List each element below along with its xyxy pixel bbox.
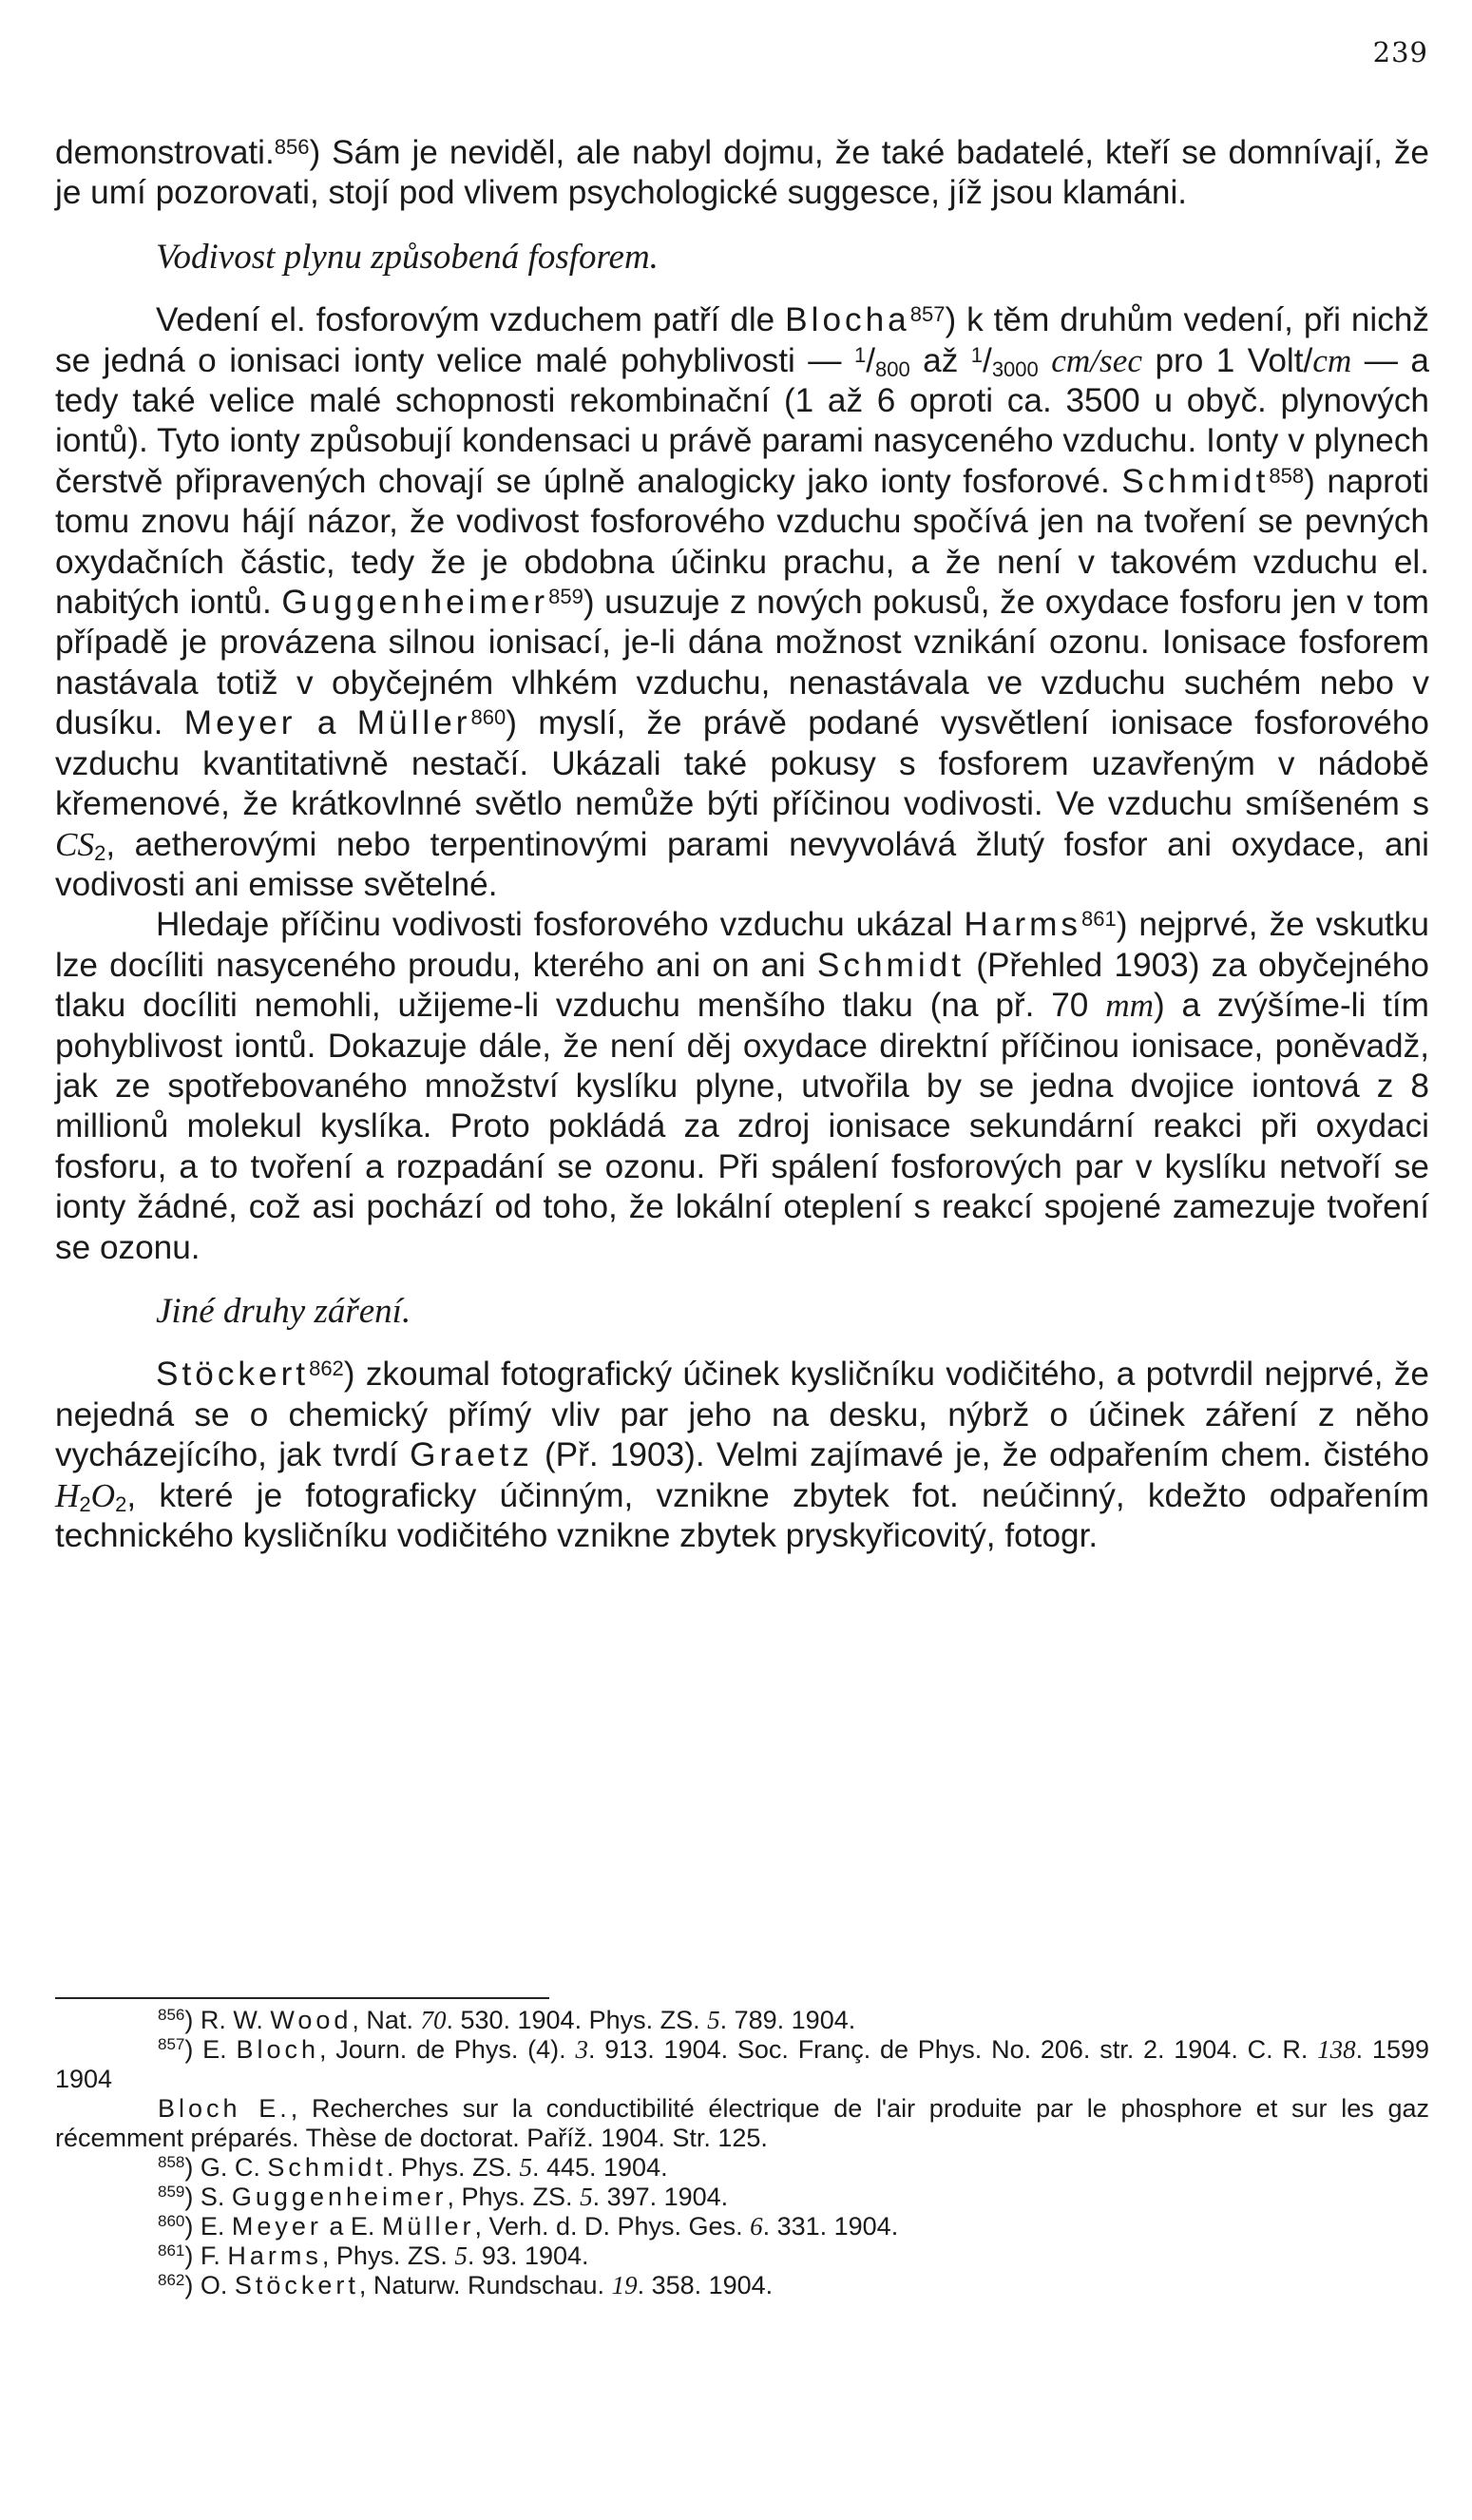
footnote-ref-861[interactable]: 861 xyxy=(1080,907,1117,932)
footnote-ref-857[interactable]: 857 xyxy=(909,302,946,327)
section-heading-phosphorus: Vodivost plynu způsobená fosforem. xyxy=(156,237,659,277)
footnote-859: $^{859}$) S. Guggenheimer, Phys. ZS. 5. 397. 1904. xyxy=(158,2183,729,2211)
footnote-ref-860[interactable]: 860 xyxy=(470,705,507,730)
footnote-862: $^{862}$) O. Stöckert, Naturw. Rundschau. 19. 358. 1904. xyxy=(158,2271,774,2299)
footnote-ref-856[interactable]: 856 xyxy=(274,135,310,159)
paragraph-3: Hledaje příčinu vodivosti fosforového vzduchu ukázal Harms$^{861}$) nejprvé, že vskutku lze docíliti nasyceného proudu, kterého ani on ani Schmidt (Přehled 1903) za obyčejného tlaku docíliti nemohli, užijeme-li vzduchu menšího tlaku (na př. 70 mm) a zvýšíme-li tím pohyblivost iontů. Dokazuje dále, že není děj oxydace direktní příčinou ionisace, poněvadž, jak ze spotřebovaného množství kyslíku plyne, utvořila by se jedna dvojice iontová z 8 millionů molekul kyslíka. Proto pokládá za zdroj ionisace sekundární reakci při oxydaci fosforu, a to tvoření a rozpadání se ozonu. Při spálení fosforových par v kyslíku netvoří se ionty žádné, což asi pochází od toho, že lokální oteplení s reakcí spojené zamezuje tvoření se ozonu. xyxy=(55,906,1429,1266)
paragraph-1: demonstrovati.$^{856}$) Sám je neviděl, ale nabyl dojmu, že také badatelé, kteří se domnívají, že je umí pozorovati, stojí pod vlivem psychologické suggesce, jíž jsou klamáni. xyxy=(55,134,1429,212)
author-name: Harms xyxy=(964,906,1081,944)
author-name: Müller xyxy=(356,704,471,742)
footnote-ref-859[interactable]: 859 xyxy=(548,585,583,609)
footnote-857: $^{857}$) E. Bloch, Journ. de Phys. (4). 3. 913. 1904. Soc. Franç. de Phys. No. 206. str. 2. 1904. C. R. 138. 1599 1904 xyxy=(55,2035,1429,2093)
footnote-separator xyxy=(55,1997,549,1999)
author-name: Stöckert xyxy=(156,1356,310,1394)
paragraph-2: Vedení el. fosforovým vzduchem patří dle Blocha$^{857}$) k těm druhům vedení, při nichž se jedná o ionisaci ionty velice malé pohyblivosti — $^1/_{800}$ až $^1/_{3000}$ cm/sec pro 1 Volt/cm — a tedy také velice malé schopnosti rekombinační (1 až 6 oproti ca. 3500 u obyč. plynových iontů). Tyto ionty způsobují kondensaci u právě parami nasyceného vzduchu. Ionty v plynech čerstvě připravených chovají se úplně analogicky jako ionty fosforové. Schmidt$^{858}$) naproti tomu znovu hájí názor, že vodivost fosforového vzduchu spočívá jen na tvoření se pevných oxydačních částic, tedy že je obdobna účinku prachu, a že není v takovém vzduchu el. nabitých iontů. Guggenheimer$^{859}$) usuzuje z nových pokusů, že oxydace fosforu jen v tom případě je provázena silnou ionisací, je-li dána možnost vznikání ozonu. Ionisace fosforem nastávala totiž v obyčejném vlhkém vzduchu, nenastávala ve vzduchu suchém nebo v dusíku. Meyer a Müller$^{860}$) myslí, že právě podané vysvětlení ionisace fosforového vzduchu kvantitativně nestačí. Ukázali také pokusy s fosforem uzavřeným v nádobě křemenové, že krátkovlnné světlo nemůže býti příčinou vodivosti. Ve vzduchu smíšeném s $CS_2$, aetherovými nebo terpentinovými parami nevyvolává žlutý fosfor ani oxydace, ani vodivosti ani emisse světelné. xyxy=(55,301,1430,903)
author-name: Meyer xyxy=(183,704,296,742)
footnote-ref-862[interactable]: 862 xyxy=(309,1356,344,1381)
footnote-856: $^{856}$) R. W. Wood, Nat. 70. 530. 1904. Phys. ZS. 5. 789. 1904. xyxy=(158,2006,856,2034)
footnote-860: $^{860}$) E. Meyer a E. Müller, Verh. d. D. Phys. Ges. 6. 331. 1904. xyxy=(158,2212,899,2241)
footnote-ref-858[interactable]: 858 xyxy=(1269,463,1305,488)
author-name: Guggenheimer xyxy=(281,584,549,622)
main-text xyxy=(55,133,1429,1556)
footnote-857-continued: Bloch E., Recherches sur la conductibilité électrique de l'air produite par le phosphore et sur les gaz récemment préparés. Thèse de doctorat. Paříž. 1904. Str. 125. xyxy=(55,2094,1429,2152)
footnotes xyxy=(55,2006,1429,2300)
section-heading-other-radiation: Jiné druhy záření. xyxy=(156,1291,411,1331)
author-name: Graetz xyxy=(410,1436,533,1474)
footnote-861: $^{861}$) F. Harms, Phys. ZS. 5. 93. 1904. xyxy=(158,2241,589,2270)
author-name: Schmidt xyxy=(1121,462,1270,500)
author-name: Schmidt xyxy=(816,946,965,984)
author-name: Blocha xyxy=(785,301,910,339)
paragraph-4: Stöckert$^{862}$) zkoumal fotografický účinek kysličníku vodičitého, a potvrdil nejprvé, že nejedná se o chemický přímý vliv par jeho na desku, nýbrž o účinek záření z něho vycházejícího, jak tvrdí Graetz (Př. 1903). Velmi zajímavé je, že odpařením chem. čistého $H_2O_2$, které je fotograficky účinným, vznikne zbytek fot. neúčinný, kdežto odpařením technického kysličníku vodičitého vznikne zbytek pryskyřicovitý, fotogr. xyxy=(55,1356,1429,1554)
footnote-858: $^{858}$) G. C. Schmidt. Phys. ZS. 5. 445. 1904. xyxy=(158,2153,668,2182)
page-number: 239 xyxy=(1372,36,1428,68)
